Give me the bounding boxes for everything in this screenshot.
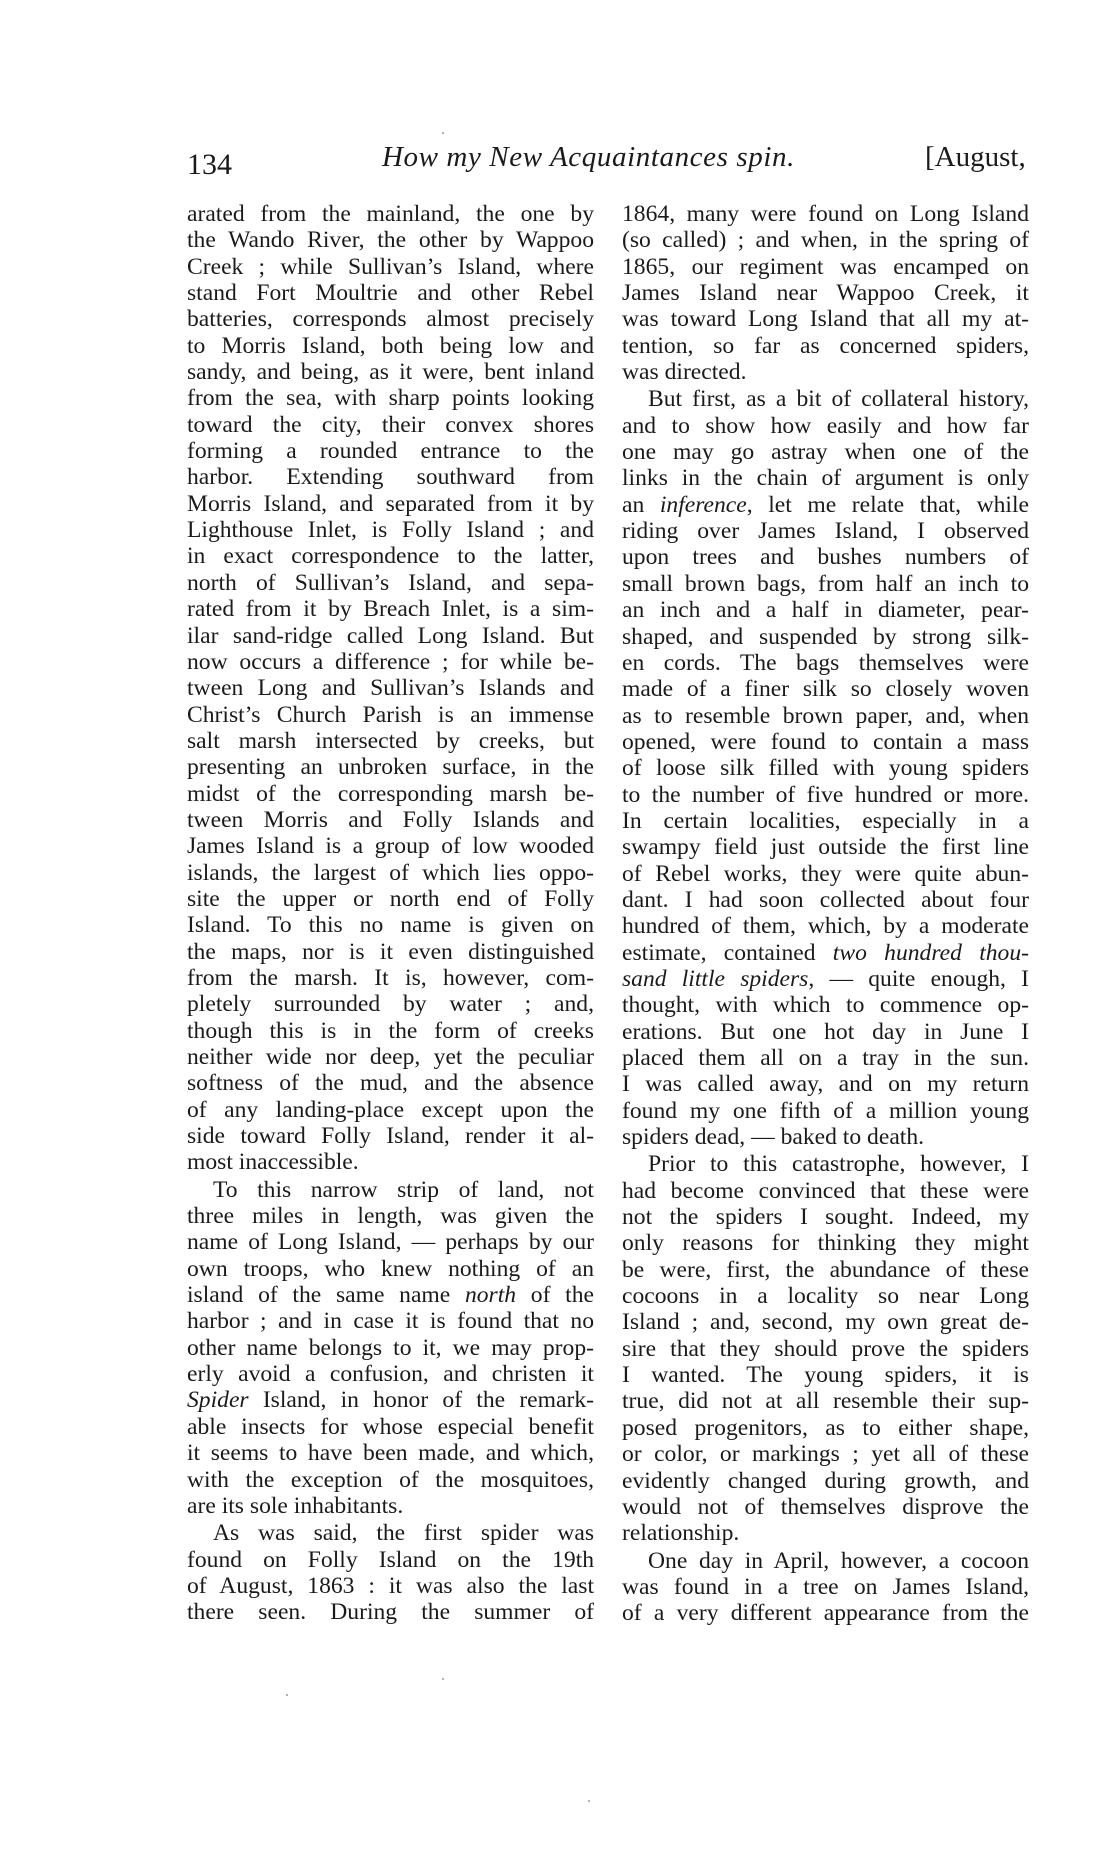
paragraph <box>622 386 1029 1150</box>
paragraph <box>622 1548 1029 1627</box>
text-line: would not of themselves disprove the <box>622 1493 1029 1520</box>
text-line: Island ; and, second, my own great de- <box>622 1309 1029 1336</box>
print-speck <box>286 1694 288 1696</box>
right-column <box>622 201 1029 1628</box>
text-line: shaped, and suspended by strong silk- <box>622 623 1029 650</box>
text-line: other name belongs to it, we may prop- <box>187 1334 594 1361</box>
text-line: hundred of them, which, by a moderate <box>622 913 1029 940</box>
text-line: 1865, our regiment was encamped on <box>622 253 1029 280</box>
text-line: made of a finer silk so closely woven <box>622 676 1029 703</box>
print-speck <box>588 1800 590 1802</box>
text-line: in exact correspondence to the latter, <box>187 543 594 570</box>
text-line: stand Fort Moultrie and other Rebel <box>187 280 594 307</box>
text-line: In certain localities, especially in a <box>622 807 1029 834</box>
text-line: three miles in length, was given the <box>187 1203 594 1230</box>
text-line: toward the city, their convex shores <box>187 411 594 438</box>
text-line: I was called away, and on my return <box>622 1071 1029 1098</box>
text-line: forming a rounded entrance to the <box>187 438 594 465</box>
text-line: site the upper or north end of Folly <box>187 885 594 912</box>
text-line: only reasons for thinking they might <box>622 1230 1029 1257</box>
text-line: thought, with which to commence op- <box>622 992 1029 1019</box>
text-line: own troops, who knew nothing of an <box>187 1255 594 1282</box>
text-line: en cords. The bags themselves were <box>622 649 1029 676</box>
text-line: pletely surrounded by water ; and, <box>187 991 594 1018</box>
page-number: 134 <box>187 148 232 181</box>
text-line: swampy field just outside the first line <box>622 834 1029 861</box>
text-line: of loose silk filled with young spiders <box>622 755 1029 782</box>
text-line: estimate, contained two hundred thou- <box>622 939 1030 966</box>
text-line: found on Folly Island on the 19th <box>187 1546 594 1573</box>
text-line: had become convinced that these were <box>622 1177 1029 1204</box>
text-line: small brown bags, from half an inch to <box>622 570 1029 597</box>
text-line: To this narrow strip of land, not <box>213 1176 594 1203</box>
text-line: relationship. <box>622 1520 740 1547</box>
text-line: arated from the mainland, the one by <box>187 201 594 227</box>
text-line: upon trees and bushes numbers of <box>622 544 1029 571</box>
text-line: riding over James Island, I observed <box>622 518 1029 545</box>
text-line: Christ’s Church Parish is an immense <box>187 701 594 728</box>
text-line: name of Long Island, — perhaps by our <box>187 1229 594 1256</box>
text-line: harbor ; and in case it is found that no <box>187 1308 594 1335</box>
text-line: neither wide nor deep, yet the peculiar <box>187 1044 594 1070</box>
text-line: evidently changed during growth, and <box>622 1467 1029 1494</box>
text-line: salt marsh intersected by creeks, but <box>187 727 594 754</box>
text-line: of any landing-place except upon the <box>187 1096 594 1123</box>
text-line: of Rebel works, they were quite abun- <box>622 860 1029 887</box>
text-line: tween Morris and Folly Islands and <box>187 806 594 833</box>
text-line: was directed. <box>622 359 747 386</box>
text-line: it seems to have been made, and which, <box>187 1440 594 1467</box>
text-line: of a very different appearance from the <box>622 1600 1029 1627</box>
text-line: with the exception of the mosquitoes, <box>187 1466 594 1493</box>
running-head <box>0 138 1112 181</box>
text-line: to Morris Island, both being low and <box>187 332 594 359</box>
text-line: One day in April, however, a cocoon <box>648 1547 1029 1574</box>
text-line: erations. But one hot day in June I <box>622 1018 1029 1045</box>
text-line: and to show how easily and how far <box>622 412 1029 439</box>
text-line: Creek ; while Sullivan’s Island, where <box>187 253 594 280</box>
text-line: true, did not at all resemble their sup- <box>622 1388 1029 1415</box>
text-line: islands, the largest of which lies oppo- <box>187 859 594 886</box>
text-line: sandy, and being, as it were, bent inland <box>187 359 594 386</box>
paragraph <box>622 1151 1029 1546</box>
text-line: side toward Folly Island, render it al- <box>187 1123 594 1150</box>
text-line: an inch and a half in diameter, pear- <box>622 597 1029 624</box>
text-line: presenting an unbroken surface, in the <box>187 754 594 781</box>
text-line: from the sea, with sharp points looking <box>187 385 594 412</box>
text-line: harbor. Extending southward from <box>187 464 594 491</box>
text-line: or color, or markings ; yet all of these <box>622 1441 1029 1468</box>
text-line: not the spiders I sought. Indeed, my <box>622 1204 1029 1231</box>
text-line: found my one fifth of a million young <box>622 1097 1029 1124</box>
text-line: sand little spiders, — quite enough, I <box>622 965 1029 992</box>
text-line: placed them all on a tray in the sun. <box>622 1045 1029 1071</box>
text-line: now occurs a difference ; for while be- <box>187 648 594 675</box>
text-line: James Island near Wappoo Creek, it <box>622 280 1029 307</box>
text-line: I wanted. The young spiders, it is <box>622 1362 1029 1389</box>
text-line: of August, 1863 : it was also the last <box>187 1572 594 1599</box>
text-line: dant. I had soon collected about four <box>622 886 1029 913</box>
running-title: How my New Acquaintances spin. <box>382 141 795 173</box>
text-line: erly avoid a confusion, and christen it <box>187 1361 594 1388</box>
paragraph <box>622 201 1029 385</box>
text-line: rated from it by Breach Inlet, is a sim- <box>187 596 594 623</box>
text-line: James Island is a group of low wooded <box>187 833 594 860</box>
text-line: sire that they should prove the spiders <box>622 1335 1029 1362</box>
text-line: was toward Long Island that all my at- <box>622 306 1029 333</box>
text-line: are its sole inhabitants. <box>187 1492 404 1519</box>
text-line: the Wando River, the other by Wappoo <box>187 227 594 254</box>
text-line: cocoons in a locality so near Long <box>622 1283 1029 1310</box>
print-speck <box>442 1678 444 1680</box>
text-line: be were, first, the abundance of these <box>622 1256 1029 1283</box>
text-line: Spider Island, in honor of the remark- <box>187 1387 594 1414</box>
text-line: the maps, nor is it even distinguished <box>187 938 594 965</box>
text-line: Lighthouse Inlet, is Folly Island ; and <box>187 517 594 544</box>
text-line: north of Sullivan’s Island, and sepa- <box>187 569 594 596</box>
text-line: tween Long and Sullivan’s Islands and <box>187 675 594 702</box>
text-line: posed progenitors, as to either shape, <box>622 1414 1029 1441</box>
text-line: softness of the mud, and the absence <box>187 1070 594 1097</box>
text-line: Prior to this catastrophe, however, I <box>648 1151 1029 1178</box>
text-line: links in the chain of argument is only <box>622 465 1029 492</box>
text-line: 1864, many were found on Long Island <box>622 201 1029 227</box>
text-line: tention, so far as concerned spiders, <box>622 332 1029 359</box>
text-line: As was said, the first spider was <box>213 1520 594 1547</box>
text-line: most inaccessible. <box>187 1149 359 1176</box>
text-line: though this is in the form of creeks <box>187 1017 594 1044</box>
text-line: Morris Island, and separated from it by <box>187 490 594 517</box>
running-month: [August, <box>925 141 1026 173</box>
text-line: ilar sand-ridge called Long Island. But <box>187 622 594 649</box>
text-line: able insects for whose especial benefit <box>187 1413 594 1440</box>
print-speck <box>442 132 444 134</box>
text-line: spiders dead, — baked to death. <box>622 1124 925 1151</box>
text-line: Island. To this no name is given on <box>187 912 594 939</box>
text-line: from the marsh. It is, however, com- <box>187 964 594 991</box>
paragraph <box>187 1177 594 1519</box>
text-line: as to resemble brown paper, and, when <box>622 702 1029 729</box>
text-line: But first, as a bit of collateral history, <box>648 386 1029 413</box>
text-line: island of the same name north of the <box>187 1282 594 1309</box>
text-line: there seen. During the summer of <box>187 1599 594 1626</box>
text-line: (so called) ; and when, in the spring of <box>622 227 1029 254</box>
text-line: to the number of five hundred or more. <box>622 781 1029 808</box>
text-line: one may go astray when one of the <box>622 439 1029 466</box>
text-line: an inference, let me relate that, while <box>622 491 1029 518</box>
text-line: was found in a tree on James Island, <box>622 1573 1029 1600</box>
text-line: midst of the corresponding marsh be- <box>187 780 594 807</box>
text-line: batteries, corresponds almost precisely <box>187 306 594 333</box>
paragraph <box>187 1520 594 1625</box>
paragraph <box>187 201 594 1176</box>
left-column <box>187 201 594 1627</box>
text-line: opened, were found to contain a mass <box>622 728 1029 755</box>
